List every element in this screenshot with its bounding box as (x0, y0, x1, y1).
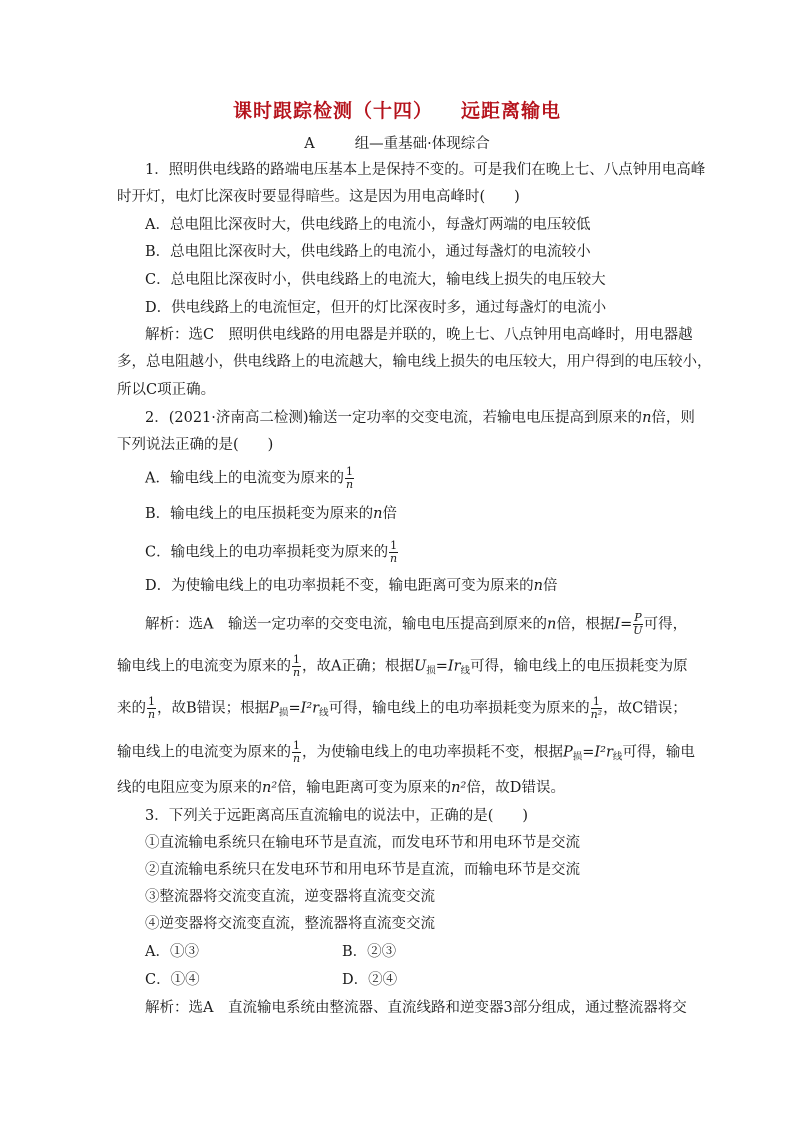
q3-statement-3: ③整流器将交流变直流，逆变器将直流变交流 (145, 889, 435, 905)
q3-answer-line1: 解析：选A 直流输电系统由整流器、直流线路和逆变器3部分组成，通过整流器将交 (145, 1000, 687, 1016)
q3-option-b: B．②③ (342, 944, 397, 960)
q2-option-b: B．输电线上的电压损耗变为原来的n倍 (145, 506, 397, 522)
q2-answer-line1: 解析：选A 输送一定功率的交变电流，输电电压提高到原来的n倍，根据I= $\frac{P}{U}$ 可得， (145, 611, 688, 637)
q2-answer-line2: 输电线上的电流变为原来的 $\frac{1}{n}$ ，故A正确；根据$U_损=Ir_线$可得，输电线上的电压损耗变为原 (117, 653, 688, 679)
q1-option-a: A．总电阻比深夜时大，供电线路上的电流小，每盏灯两端的电压较低 (145, 217, 591, 233)
q2-stem-line2: 下列说法正确的是( ) (117, 437, 274, 453)
q3-option-c: C．①④ (145, 972, 200, 988)
q1-option-d: D．供电线路上的电流恒定，但开的灯比深夜时多，通过每盏灯的电流小 (145, 300, 607, 316)
q3-option-a: A．①③ (145, 944, 199, 960)
q1-answer-line2: 多，总电阻越小，供电线路上的电流越大，输电线上损失的电压较大，用户得到的电压较小， (117, 354, 712, 370)
q1-answer-line3: 所以C项正确。 (117, 382, 216, 398)
q3-statement-1: ①直流输电系统只在输电环节是直流，而发电环节和用电环节是交流 (145, 835, 580, 851)
q2-answer-line5: 线的电阻应变为原来的n²倍，输电距离可变为原来的n²倍，故D错误。 (117, 780, 565, 796)
section-name: 组—重基础·体现综合 (354, 136, 490, 152)
q1-option-b: B．总电阻比深夜时大，供电线路上的电流小，通过每盏灯的电流较小 (145, 244, 591, 260)
q2-option-d: D．为使输电线上的电功率损耗不变，输电距离可变为原来的n倍 (145, 578, 558, 594)
q1-stem-line1: 1．照明供电线路的路端电压基本上是保持不变的。可是我们在晚上七、八点钟用电高峰 (145, 162, 706, 178)
page-title (0, 96, 794, 123)
section-letter: A (304, 136, 315, 152)
q3-option-d: D．②④ (342, 972, 398, 988)
q2-stem-line1: 2．(2021·济南高二检测)输送一定功率的交变电流，若输电电压提高到原来的n倍，则 (145, 410, 695, 426)
q2-answer-line3: 来的 $\frac{1}{n}$ ，故B错误；根据$P_损=I^2r_线$可得，输电线上的电功率损耗变为原来的 $\frac{1}{\text{n²}}$ ，故C错误； (117, 695, 687, 721)
q1-answer-line1: 解析：选C 照明供电线路的用电器是并联的，晚上七、八点钟用电高峰时，用电器越 (145, 327, 693, 343)
section-heading (0, 132, 794, 153)
q3-stem: 3．下列关于远距离高压直流输电的说法中，正确的是( ) (145, 808, 529, 824)
q1-option-c: C．总电阻比深夜时小，供电线路上的电流大，输电线上损失的电压较大 (145, 272, 606, 288)
q2-option-a: A．输电线上的电流变为原来的 $\frac{1}{n}$ (145, 465, 354, 491)
q2-answer-line4: 输电线上的电流变为原来的 $\frac{1}{n}$ ，为使输电线上的电功率损耗不变，根据$P_损=I^2r_线$可得，输电 (117, 739, 695, 765)
q1-stem-line2: 时开灯，电灯比深夜时要显得暗些。这是因为用电高峰时( ) (117, 189, 520, 205)
q3-statement-2: ②直流输电系统只在发电环节和用电环节是直流，而输电环节是交流 (145, 862, 580, 878)
q2-option-c: C．输电线上的电功率损耗变为原来的 $\frac{1}{n}$ (145, 539, 398, 565)
q3-statement-4: ④逆变器将交流变直流，整流器将直流变交流 (145, 916, 435, 932)
title-main: 课时跟踪检测（十四） (232, 100, 433, 122)
title-topic: 远距离输电 (461, 100, 562, 122)
